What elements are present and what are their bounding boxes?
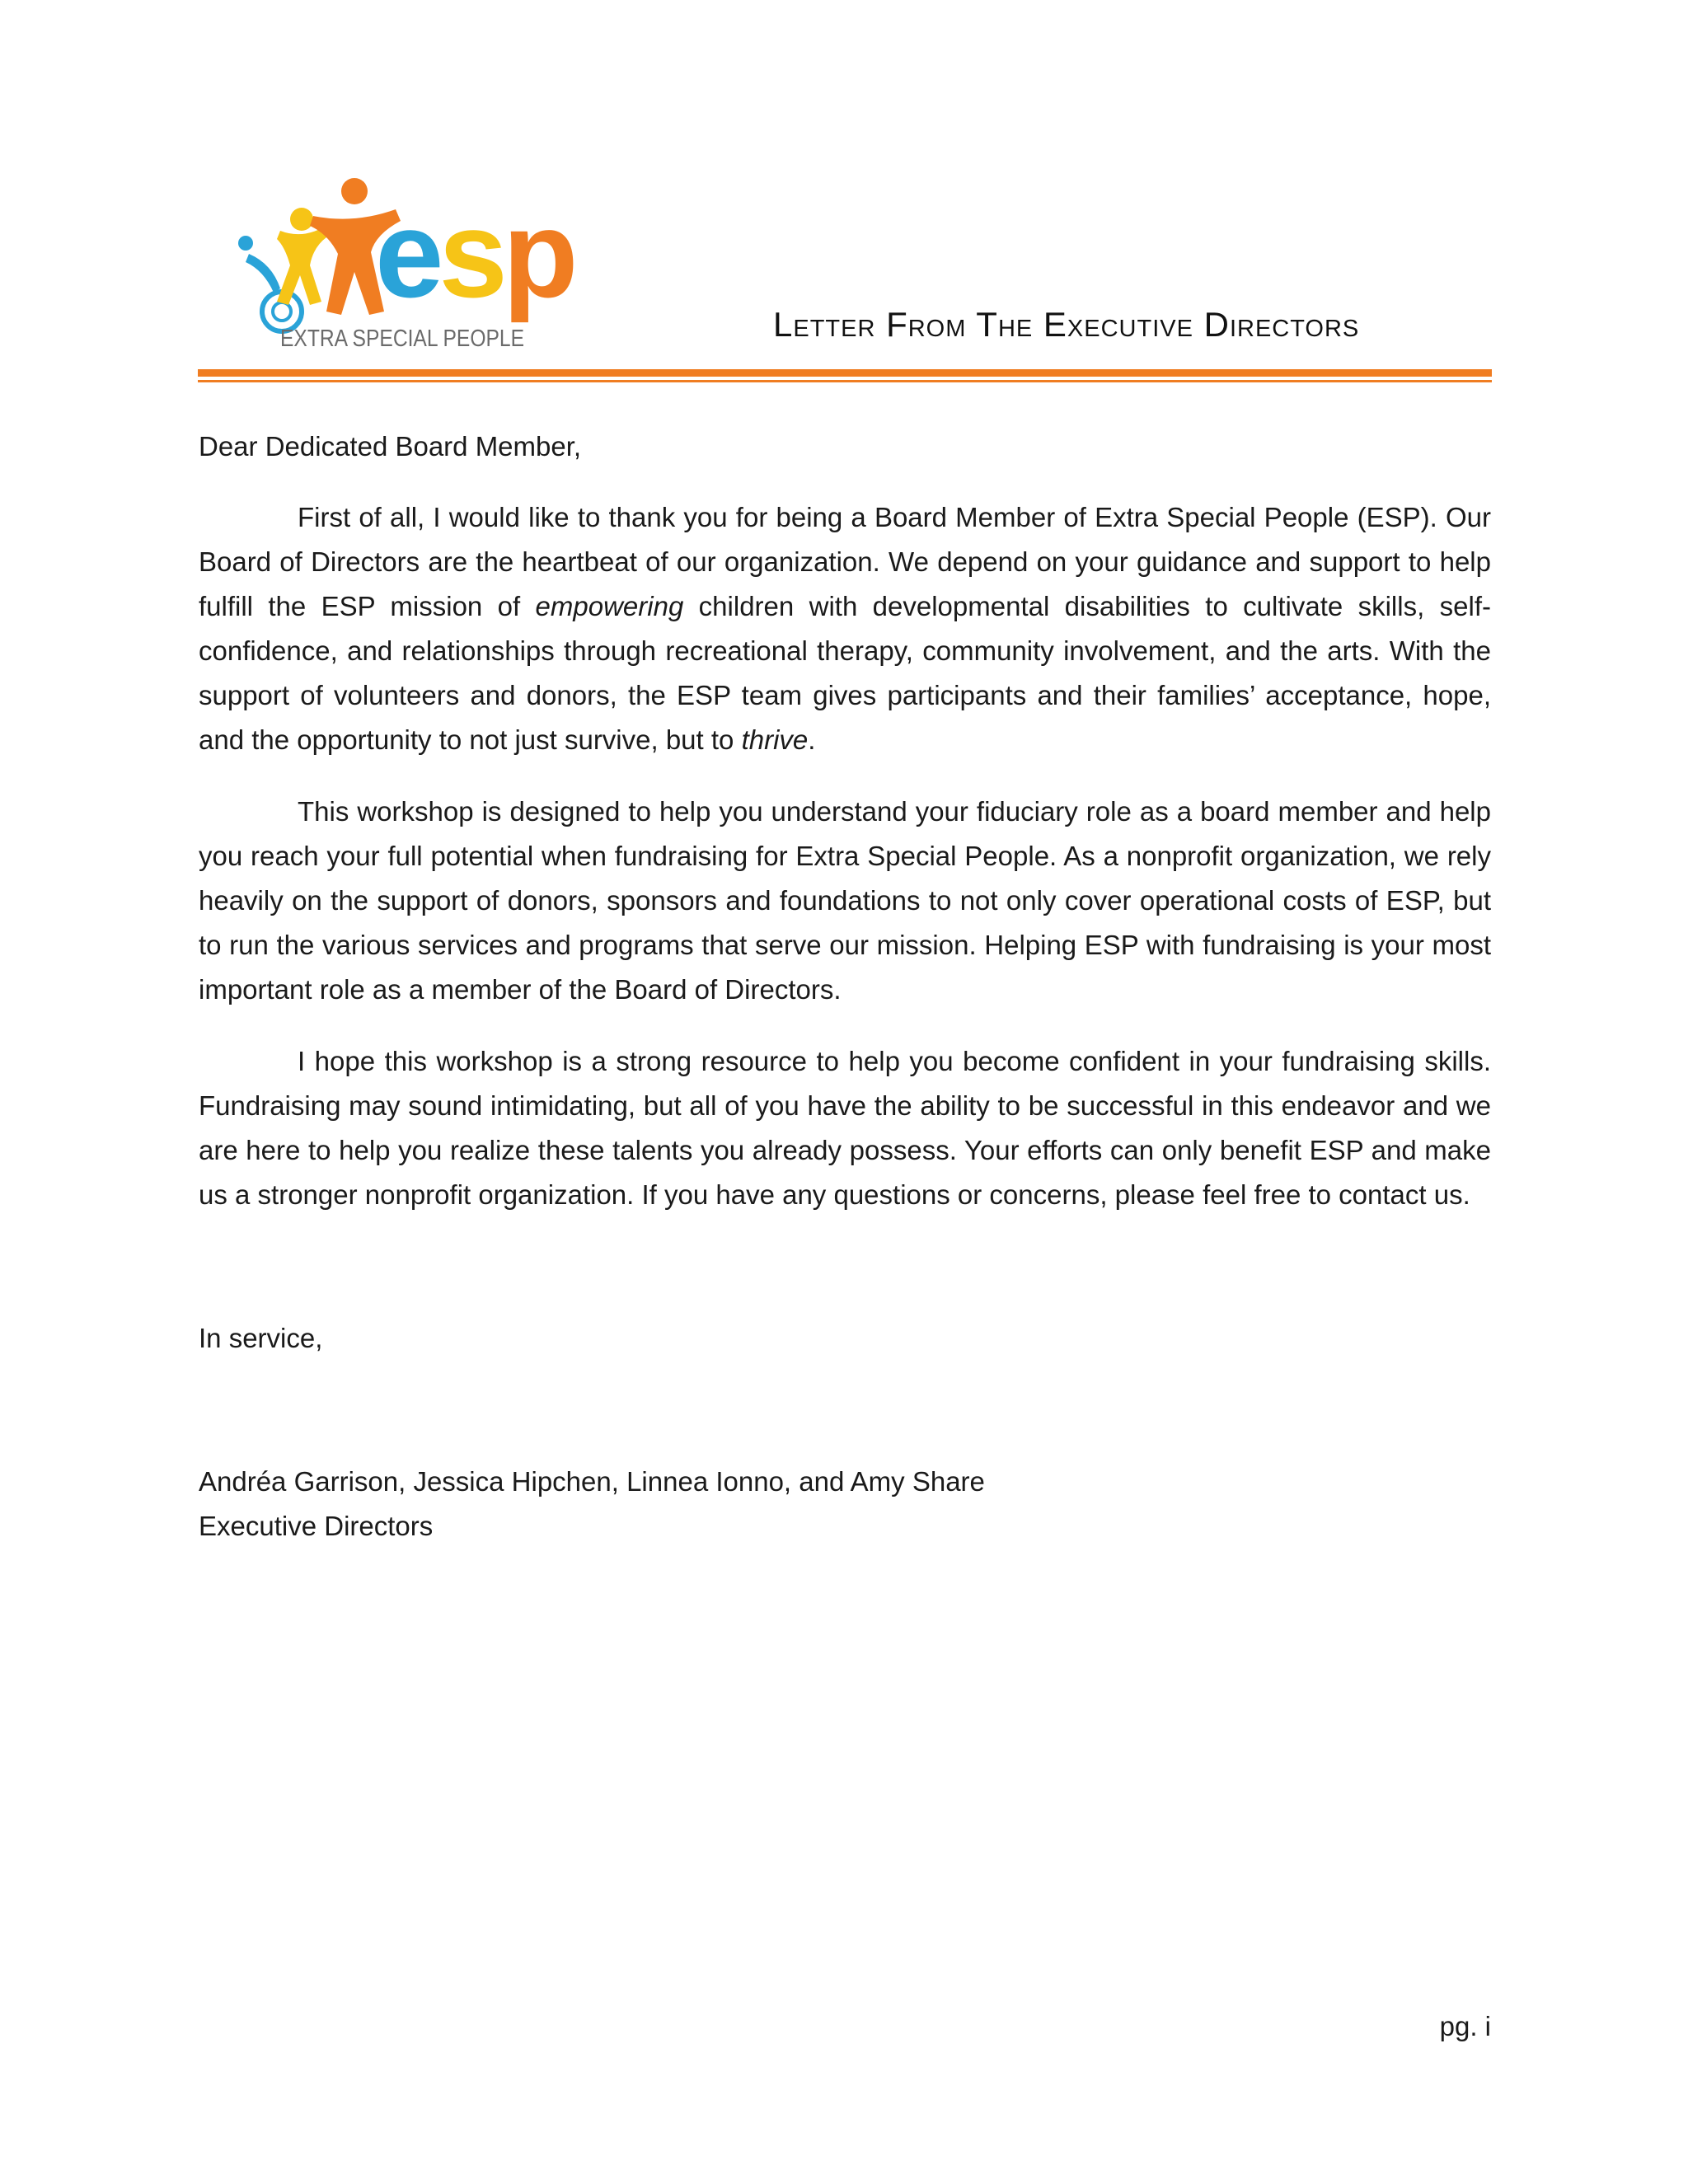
letter-body [199, 424, 1491, 1549]
paragraph-1-b: children with developmental disabilities to cultivate skills, self-confidence, and relationships through recreational therapy, community involvement, and the arts. With the support of volunteers and donors, the ESP team gives participants and their families’ acceptance, hope, and the opportunity to not just survive, but to [199, 591, 1491, 755]
paragraph-2: This workshop is designed to help you understand your fiduciary role as a board member and help you reach your full potential when fundraising for Extra Special People. As a nonprofit organization, we rely heavily on the support of donors, sponsors and foundations to not only cover operational costs of ESP, but to run the various services and programs that serve our mission. Helping ESP with fundraising is your most important role as a member of the Board of Directors. [199, 796, 1491, 1005]
salutation: Dear Dedicated Board Member, [199, 431, 582, 462]
paragraph-3: I hope this workshop is a strong resource to help you become confident in your fundraising skills. Fundraising may sound intimidating, but all of you have the ability to be successful in this endeavor and we are here to help you realize these talents you already possess. Your efforts can only benefit ESP and make us a stronger nonprofit organization. If you have any questions or concerns, please feel free to contact us. [199, 1046, 1491, 1210]
esp-logo [231, 173, 626, 354]
paragraph-1-c: . [808, 724, 816, 755]
logo-tagline: EXTRA SPECIAL PEOPLE [280, 326, 524, 352]
logo-wordmark: esp [375, 185, 574, 323]
signers: Andréa Garrison, Jessica Hipchen, Linnea Ionno, and Amy Share [199, 1466, 985, 1497]
header-rule-thin [198, 380, 1492, 382]
paragraph-1 [199, 495, 1491, 762]
paragraph-1-emphasis-empowering: empowering [535, 591, 684, 621]
esp-logo-graphic [231, 173, 626, 354]
page-title: Letter From The Executive Directors [773, 305, 1360, 344]
paragraph-1-emphasis-thrive: thrive [741, 724, 809, 755]
header-rule-thick [198, 369, 1492, 377]
paragraph-1-a: First of all, I would like to thank you for being a Board Member of Extra Special People (ESP). Our Board of Directors are the heartbeat of our organization. We depend on your guidance and support to help fulfill the ESP mission of [199, 502, 1491, 621]
signer-title: Executive Directors [199, 1511, 434, 1541]
closing: In service, [199, 1323, 323, 1353]
page-number: pg. i [1439, 2011, 1491, 2041]
